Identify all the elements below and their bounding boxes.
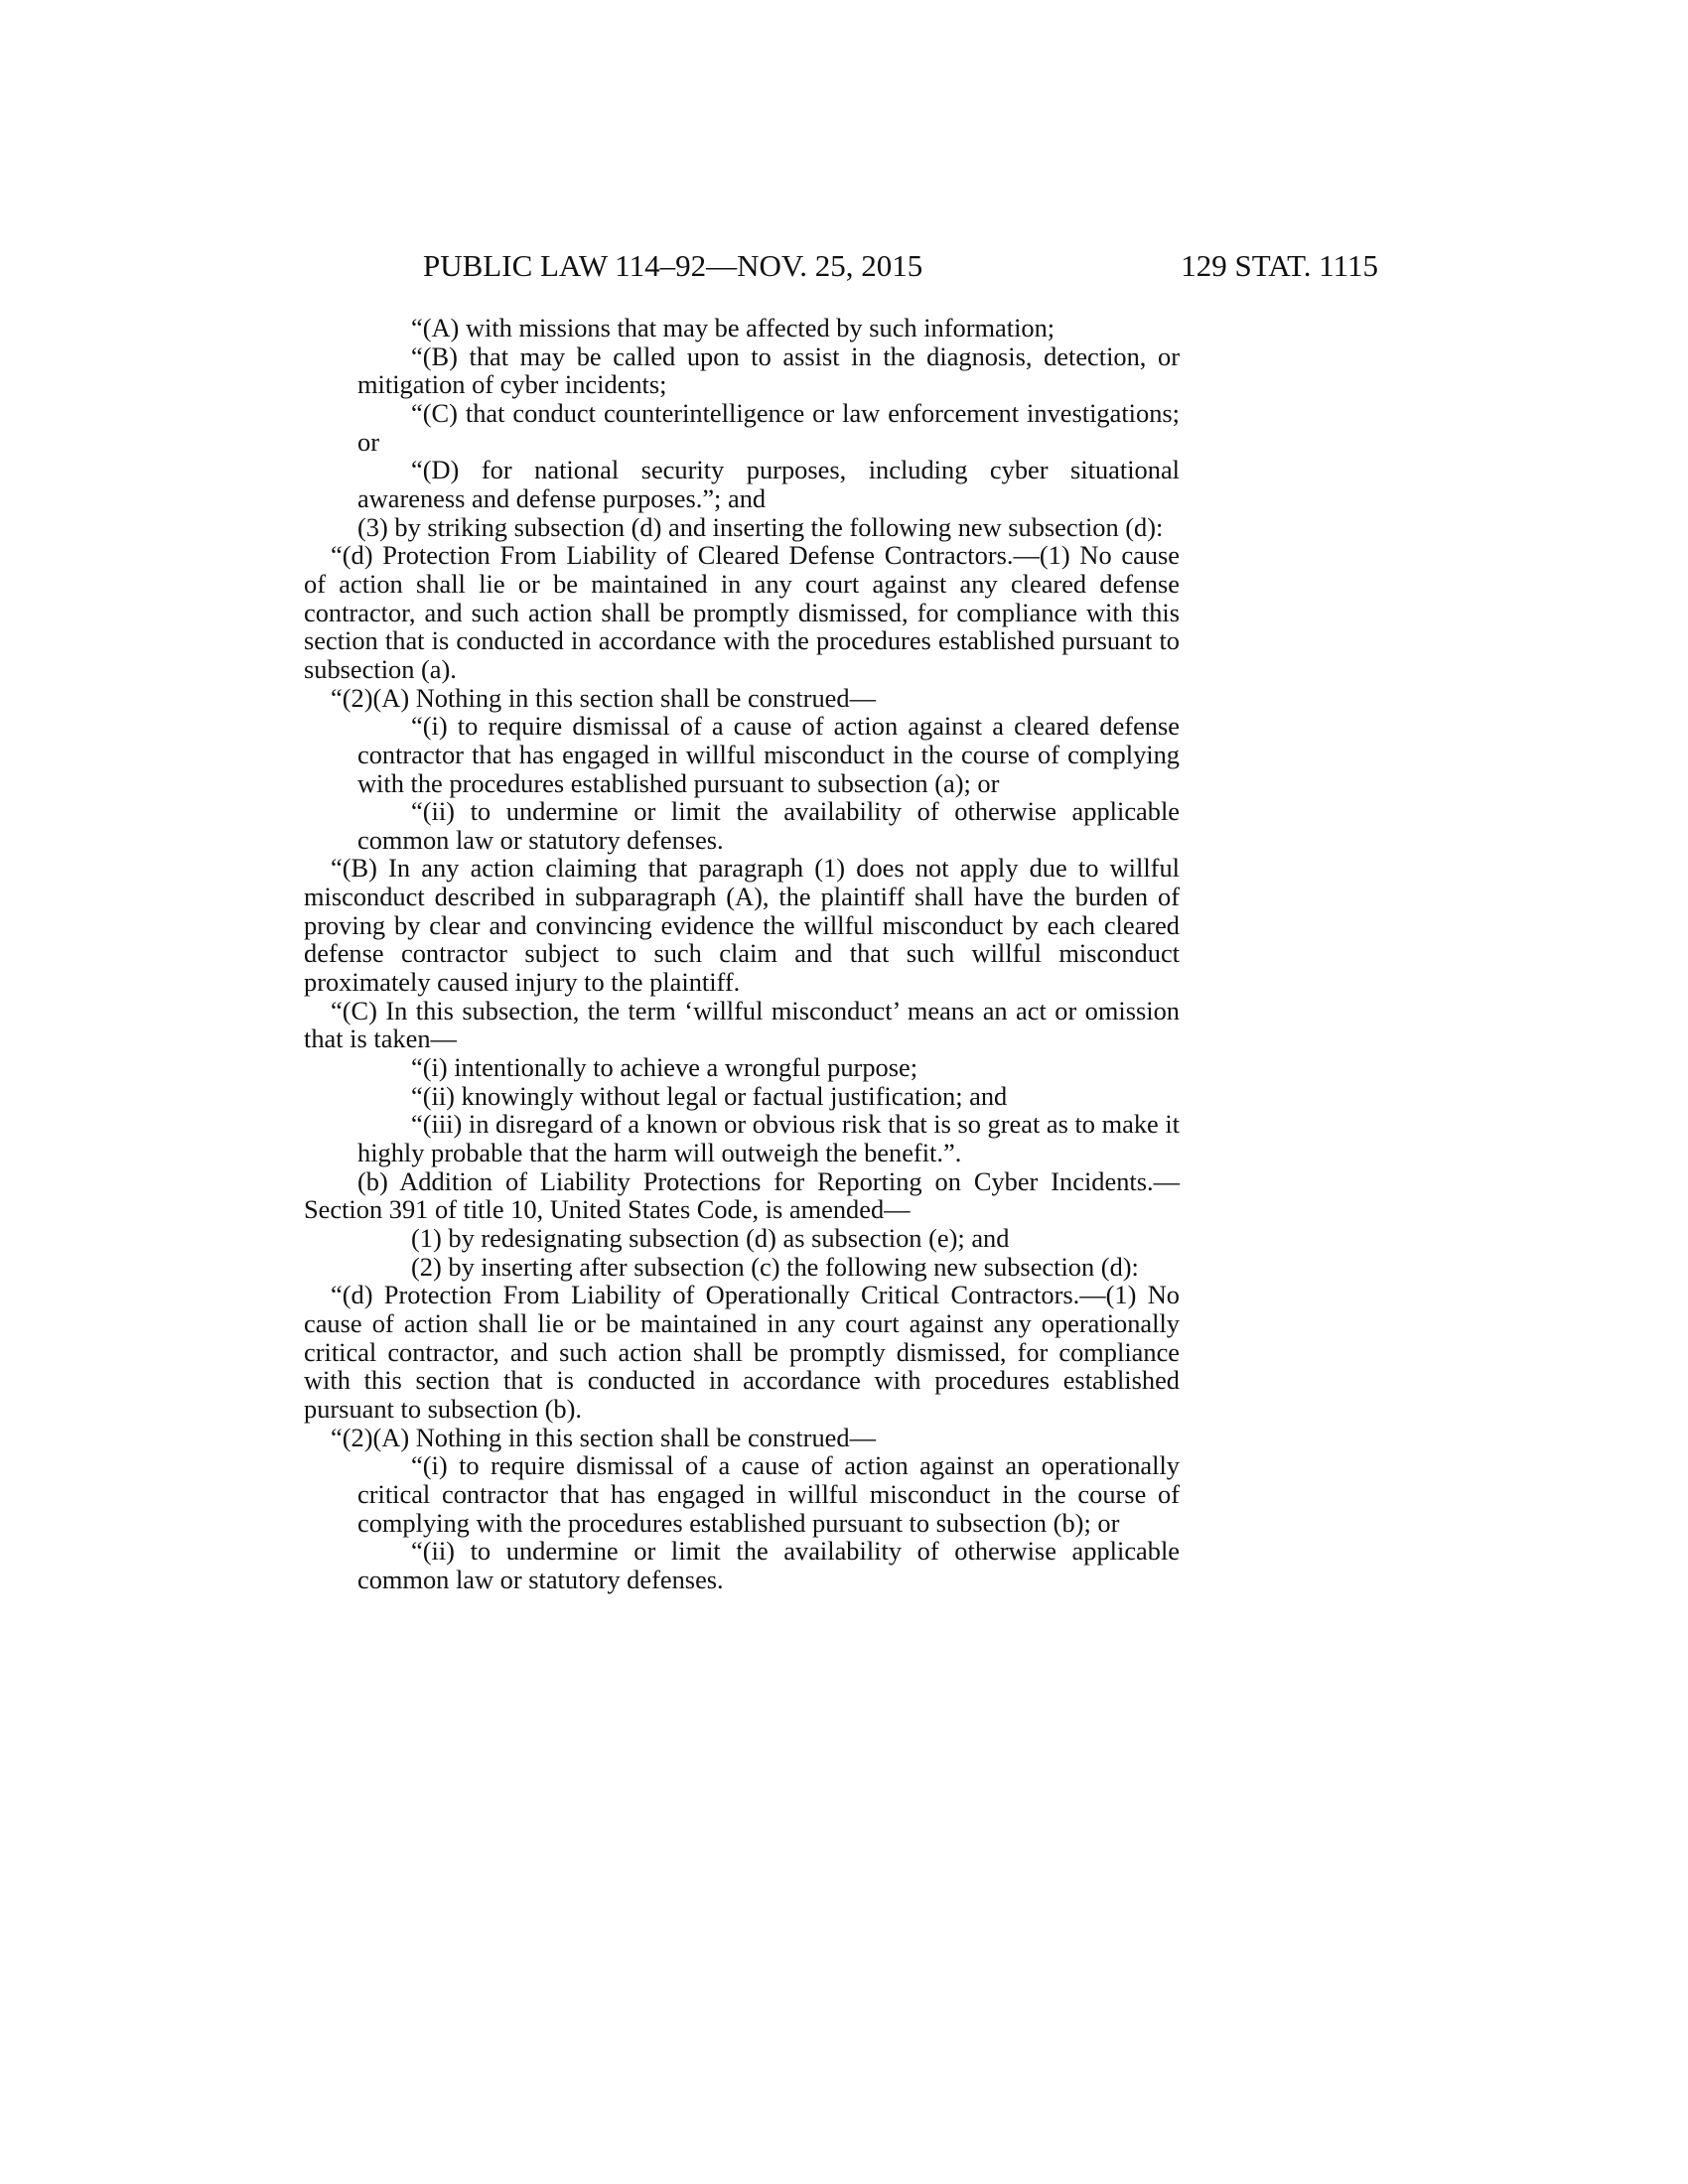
subsection-b-addition: (b) Addition of Liability Protections for Reporting on Cyber Incidents.—Section 391 of title 10, United States Code, is amended— (304, 1165, 1180, 1225)
document-body (304, 314, 1180, 1594)
clause-c-iii: “(iii) in disregard of a known or obvious risk that is so great as to make it highly probable that the harm will outweigh the benefit.”. (357, 1109, 1180, 1168)
clause-i-second: “(i) to require dismissal of a cause of action against an operationally critical contractor that has engaged in willful misconduct in the course of complying with the procedures established pursuant to subsection (b); or (357, 1450, 1180, 1538)
clause-ii: “(ii) to undermine or limit the availability of otherwise applicable common law or statutory defenses. (357, 796, 1180, 855)
clause-c-ii: “(ii) knowingly without legal or factual justification; and (411, 1080, 1008, 1111)
clause-c-i: “(i) intentionally to achieve a wrongful purpose; (411, 1052, 918, 1083)
subparagraph-c: “(C) In this subsection, the term ‘willful misconduct’ means an act or omission that is taken— (304, 995, 1180, 1054)
page-header-stat-number: 129 STAT. 1115 (1181, 248, 1378, 283)
clause-i: “(i) to require dismissal of a cause of action against a cleared defense contractor that has engaged in willful misconduct in the course of complying with the procedures established pursuant to subsection (a); or (357, 711, 1180, 798)
paragraph-2a-second: “(2)(A) Nothing in this section shall be construed— (331, 1422, 876, 1452)
subsection-d-cleared-contractors: “(d) Protection From Liability of Cleared Defense Contractors.—(1) No cause of action shall lie or be maintained in any court against any cleared defense contractor, and such action shall be promptly dismissed, for compliance with this section that is conducted in accordance with the procedures established pursuant to subsection (a). (304, 540, 1180, 684)
running-head (304, 246, 1378, 286)
paragraph-3: (3) by striking subsection (d) and inserting the following new subsection (d): (357, 511, 1164, 542)
clause-d: “(D) for national security purposes, including cyber situational awareness and defense purposes.”; and (357, 455, 1180, 513)
clause-ii-second: “(ii) to undermine or limit the availability of otherwise applicable common law or statutory defenses. (357, 1536, 1180, 1594)
page-header-title: PUBLIC LAW 114–92—NOV. 25, 2015 (423, 248, 923, 283)
amendment-2: (2) by inserting after subsection (c) the following new subsection (d): (411, 1251, 1139, 1282)
amendment-1: (1) by redesignating subsection (d) as subsection (e); and (411, 1223, 1010, 1253)
clause-c: “(C) that conduct counterintelligence or law enforcement investigations; or (357, 397, 1180, 457)
paragraph-2a: “(2)(A) Nothing in this section shall be construed— (331, 682, 876, 713)
subparagraph-b: “(B) In any action claiming that paragraph (1) does not apply due to willful misconduct described in subparagraph (A), the plaintiff shall have the burden of proving by clear and convincing evidence the willful misconduct by each cleared defense contractor subject to such claim and that such willful misconduct proximately caused injury to the plaintiff. (304, 853, 1180, 998)
clause-b: “(B) that may be called upon to assist in the diagnosis, detection, or mitigation of cyber incidents; (357, 341, 1180, 400)
clause-a: “(A) with missions that may be affected by such information; (411, 313, 1055, 342)
subsection-d-operationally-critical: “(d) Protection From Liability of Operationally Critical Contractors.—(1) No cause of action shall lie or be maintained in any court against any operationally critical contractor, and such action shall be promptly dismissed, for compliance with this section that is conducted in accordance with procedures established pursuant to subsection (b). (304, 1280, 1180, 1424)
